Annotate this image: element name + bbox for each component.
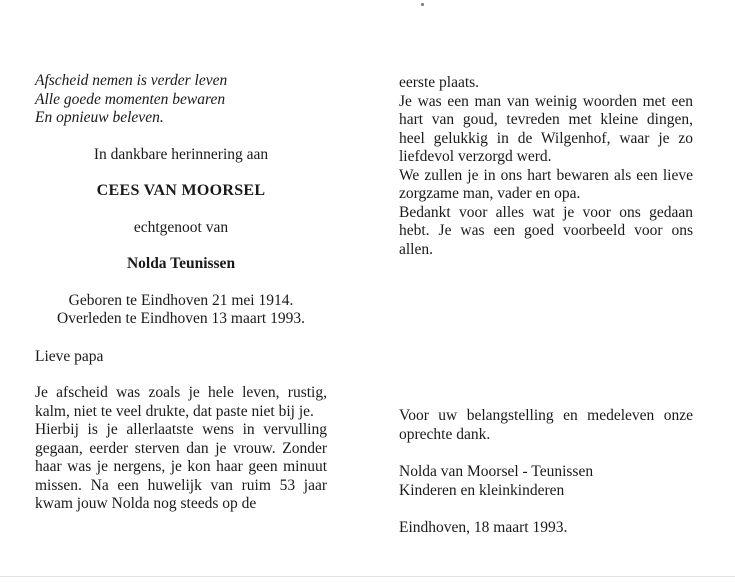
spouse-name: Nolda Teunissen	[126, 255, 236, 272]
letter-paragraph: Bedankt voor alles wat je voor ons gedaan hebt. Je was een goed voorbeeld voor ons allen.	[399, 203, 693, 258]
card-fold-edge	[0, 576, 735, 577]
letter-text-left	[35, 384, 327, 514]
poem	[35, 72, 327, 128]
signature-line: Kinderen en kleinkinderen	[399, 481, 565, 499]
greeting: Lieve papa	[35, 347, 104, 365]
birth-line: Geboren te Eindhoven 21 mei 1914.	[68, 291, 294, 309]
letter-paragraph: Hierbij is je allerlaatste wens in vervulling gegaan, eerder sterven dan je vrouw. Zonder haar was je nergens, je kon haar geen minuut missen. Na een huwelijk van ruim 53 jaar kwam jouw Nolda nog steeds op de	[35, 421, 327, 512]
poem-line: Alle goede momenten bewaren	[35, 90, 226, 108]
right-column	[399, 74, 693, 536]
signature-line: Nolda van Moorsel - Teunissen	[399, 463, 594, 480]
left-column	[35, 72, 327, 514]
letter-paragraph: We zullen je in ons hart bewaren als een lieve zorgzame man, vader en opa.	[399, 166, 693, 202]
place-date: Eindhoven, 18 maart 1993.	[399, 519, 568, 536]
scan-speck	[421, 3, 424, 6]
dedication: In dankbare herinnering aan	[93, 145, 269, 163]
spouse-intro: echtgenoot van	[133, 218, 229, 236]
thanks-block	[399, 407, 693, 444]
letter-paragraph: Je was een man van weinig woorden met een hart van goud, tevreden met kleine dingen, heel gelukkig in de Wilgenhof, waar je zo liefdevol verzorgd werd.	[399, 92, 693, 165]
deceased-name: CEES VAN MOORSEL	[96, 182, 266, 199]
letter-paragraph: Je afscheid was zoals je hele leven, rustig, kalm, niet te veel drukte, dat paste niet bij je.	[35, 384, 327, 420]
letter-text-right	[399, 74, 693, 259]
thanks-text: Voor uw belangstelling en medeleven onze oprechte dank.	[399, 407, 693, 443]
letter-continuation: eerste plaats.	[399, 74, 480, 91]
death-line: Overleden te Eindhoven 13 maart 1993.	[57, 310, 305, 327]
poem-line: En opnieuw beleven.	[35, 109, 164, 126]
signature-block	[399, 463, 593, 500]
poem-line: Afscheid nemen is verder leven	[35, 72, 228, 89]
